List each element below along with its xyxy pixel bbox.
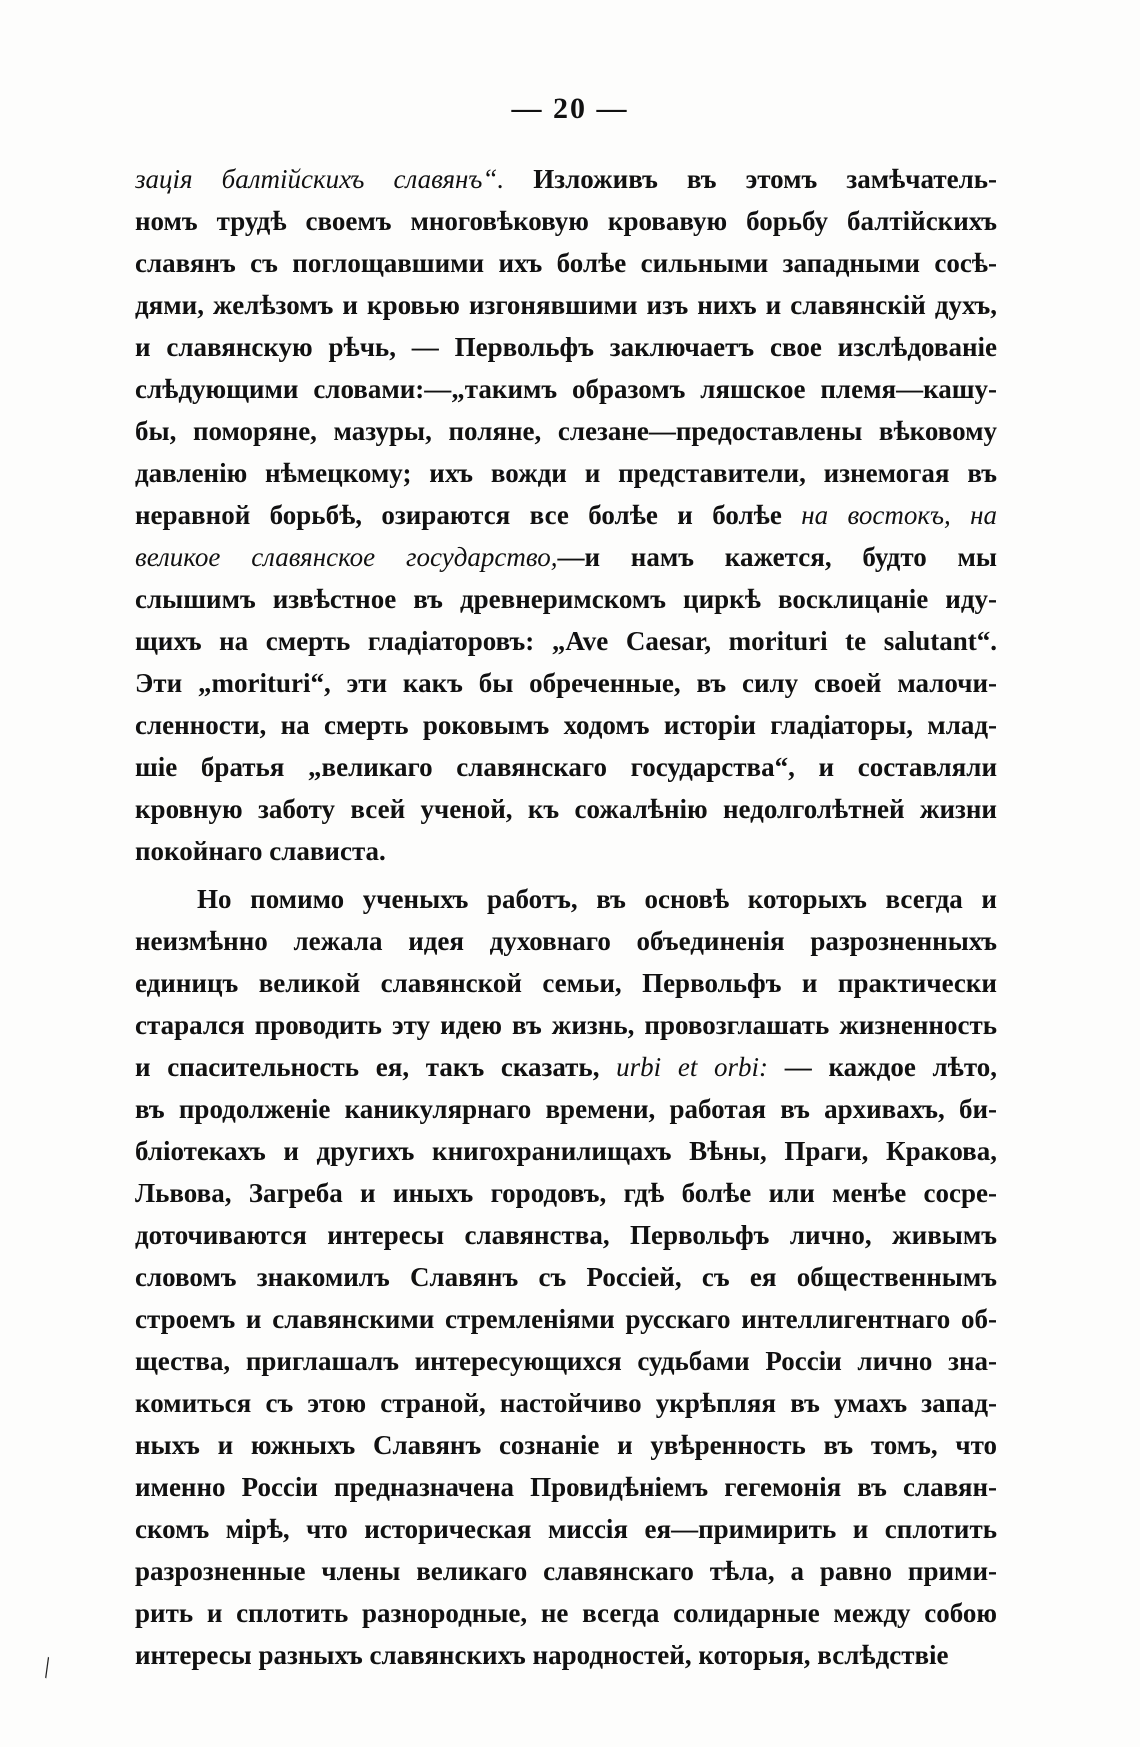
text-line: [135, 284, 997, 326]
text-line: [135, 368, 997, 410]
text-line: [135, 1424, 997, 1466]
text-line: [135, 878, 997, 920]
text-line: [135, 1130, 997, 1172]
text-line: [135, 158, 997, 200]
text-run: дями, желѣзомъ и кровью изгонявшими изъ нихъ и славянскій духъ,: [135, 290, 997, 320]
text-line: [135, 1550, 997, 1592]
text-run: щества, приглашалъ интересующихся судьбами Россіи лично зна-: [135, 1346, 997, 1376]
text-line: [135, 1634, 997, 1676]
text-run: Львова, Загреба и иныхъ городовъ, гдѣ болѣе или менѣе сосре-: [135, 1178, 997, 1208]
italic-run: urbi et orbi:: [616, 1052, 769, 1082]
body-text: [135, 158, 997, 1676]
italic-run: великое славянское государство,: [135, 542, 558, 572]
text-run: бы, поморяне, мазуры, поляне, слезане—предоставлены вѣковому: [135, 416, 997, 446]
text-line: [135, 704, 997, 746]
text-line: [135, 1088, 997, 1130]
text-run: — каждое лѣто,: [768, 1052, 997, 1082]
text-run: слышимъ извѣстное въ древнеримскомъ циркѣ восклицаніе иду-: [135, 584, 997, 614]
text-run: кровную заботу всей ученой, къ сожалѣнію недолголѣтней жизни: [135, 794, 997, 824]
text-line: [135, 1340, 997, 1382]
paragraph: [135, 878, 997, 1676]
text-run: неравной борьбѣ, озираются все болѣе и болѣе: [135, 500, 802, 530]
text-run: единицъ великой славянской семьи, Первольфъ и практически: [135, 968, 997, 998]
text-run: именно Россіи предназначена Провидѣніемъ гегемонія въ славян-: [135, 1472, 997, 1502]
text-line: [135, 452, 997, 494]
text-run: сленности, на смерть роковымъ ходомъ исторіи гладіаторы, млад-: [135, 710, 997, 740]
page-number: — 20 —: [511, 92, 629, 125]
text-run: номъ трудѣ своемъ многовѣковую кровавую борьбу балтійскихъ: [135, 206, 997, 236]
text-line: [135, 1466, 997, 1508]
text-line: [135, 920, 997, 962]
text-line: [135, 200, 997, 242]
text-run: словомъ знакомилъ Славянъ съ Россіей, съ ея общественнымъ: [135, 1262, 997, 1292]
text-line: [135, 1004, 997, 1046]
text-run: старался проводить эту идею въ жизнь, провозглашать жизненность: [135, 1010, 997, 1040]
italic-run: на востокъ, на: [801, 500, 997, 530]
text-run: строемъ и славянскими стремленіями русскаго интеллигентнаго об-: [135, 1304, 997, 1334]
text-line: [135, 326, 997, 368]
text-line: [135, 620, 997, 662]
text-line: [135, 830, 997, 872]
text-run: неизмѣнно лежала идея духовнаго объединенія разрозненныхъ: [135, 926, 997, 956]
text-run: ныхъ и южныхъ Славянъ сознаніе и увѣренность въ томъ, что: [135, 1430, 997, 1460]
text-line: [135, 962, 997, 1004]
text-run: Эти „morituri“, эти какъ бы обреченные, въ силу своей малочи-: [135, 668, 997, 698]
text-line: [135, 1592, 997, 1634]
text-line: [135, 494, 997, 536]
text-run: въ продолженіе каникулярнаго времени, работая въ архивахъ, би-: [135, 1094, 997, 1124]
text-run: щихъ на смерть гладіаторовъ: „Ave Caesar, morituri te salutant“.: [135, 626, 997, 656]
text-run: доточиваются интересы славянства, Первольфъ лично, живымъ: [135, 1220, 997, 1250]
italic-run: зація балтійскихъ славянъ“.: [135, 164, 505, 194]
text-run: интересы разныхъ славянскихъ народностей, которыя, вслѣдствіе: [135, 1640, 949, 1670]
text-line: [135, 746, 997, 788]
text-run: покойнаго слависта.: [135, 836, 386, 866]
text-run: давленію нѣмецкому; ихъ вожди и представители, изнемогая въ: [135, 458, 997, 488]
text-line: [135, 662, 997, 704]
scan-speck: ╲: [37, 1658, 56, 1679]
text-line: [135, 1172, 997, 1214]
text-run: и славянскую рѣчь, — Первольфъ заключаетъ свое изслѣдованіе: [135, 332, 997, 362]
text-line: [135, 410, 997, 452]
text-run: бліотекахъ и другихъ книгохранилищахъ Вѣны, Праги, Кракова,: [135, 1136, 997, 1166]
text-run: Но помимо ученыхъ работъ, въ основѣ которыхъ всегда и: [197, 884, 997, 914]
text-run: —и намъ кажется, будто мы: [557, 542, 997, 572]
text-line: [135, 536, 997, 578]
text-line: [135, 1046, 997, 1088]
text-line: [135, 1298, 997, 1340]
text-run: шіе братья „великаго славянскаго государства“, и составляли: [135, 752, 997, 782]
paragraph: [135, 158, 997, 872]
text-run: Изложивъ въ этомъ замѣчатель-: [504, 164, 997, 194]
text-line: [135, 1508, 997, 1550]
text-line: [135, 578, 997, 620]
text-line: [135, 1214, 997, 1256]
text-line: [135, 1382, 997, 1424]
text-line: [135, 1256, 997, 1298]
text-run: скомъ мірѣ, что историческая миссія ея—примирить и сплотить: [135, 1514, 997, 1544]
text-line: [135, 788, 997, 830]
text-run: слѣдующими словами:—„такимъ образомъ ляшское племя—кашу-: [135, 374, 997, 404]
text-run: разрозненные члены великаго славянскаго тѣла, а равно прими-: [135, 1556, 997, 1586]
text-run: рить и сплотить разнородные, не всегда солидарные между собою: [135, 1598, 997, 1628]
text-line: [135, 242, 997, 284]
text-run: комиться съ этою страной, настойчиво укрѣпляя въ умахъ запад-: [135, 1388, 997, 1418]
text-run: славянъ съ поглощавшими ихъ болѣе сильными западными сосѣ-: [135, 248, 997, 278]
text-run: и спасительность ея, такъ сказать,: [135, 1052, 617, 1082]
